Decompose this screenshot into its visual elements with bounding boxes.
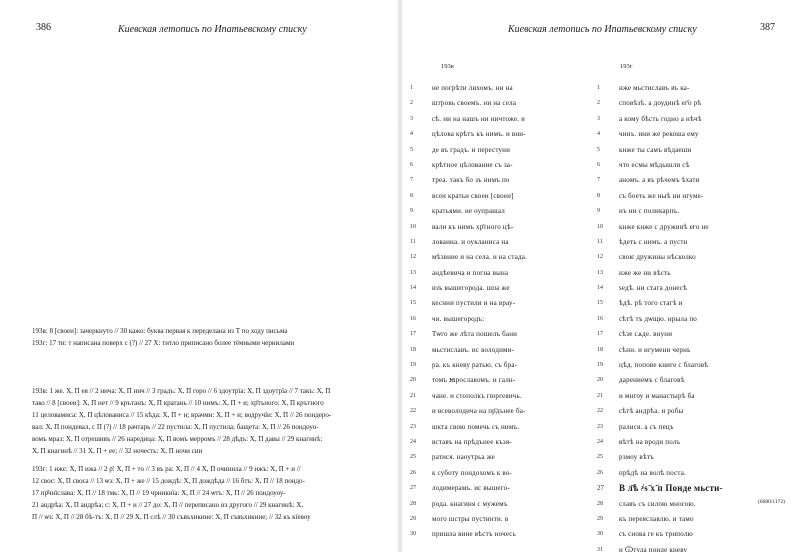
note-line: 21 андрѣа: Х, П андрѣа; с: Х, П + и // 27 до: Х, П // переписано из другого // 29 кнагинѣ: Х,: [32, 501, 304, 509]
line-number: 28: [410, 500, 416, 507]
text-line: [410, 189, 590, 204]
line-number: 14: [410, 285, 416, 292]
apparatus-notes-2: [32, 385, 390, 457]
text-line: [597, 127, 797, 142]
text-line: [410, 220, 590, 235]
text-line: [597, 435, 797, 450]
line-number: 3: [597, 115, 600, 122]
line-number: 6: [597, 161, 600, 168]
line-number: 26: [597, 469, 603, 476]
text-line: [597, 512, 797, 527]
line-number: 29: [410, 515, 416, 522]
text-line: [597, 466, 797, 481]
line-text: чане. и стополкъ гюргевичь.: [432, 391, 522, 400]
line-number: 14: [597, 285, 603, 292]
note-line: вал: Х, П пондевал, с П (?) // 18 рачтарь // 22 пустила: Х, П пустила; бащета: Х, П // 26 пондоуо-: [32, 423, 319, 431]
line-number: 19: [410, 362, 416, 369]
line-text: ралися. а съ пецъ: [619, 422, 674, 431]
text-line: [410, 327, 590, 342]
text-line: [410, 281, 590, 296]
line-text: вѣтѣ на вроди полъ: [619, 437, 681, 446]
line-number: 25: [410, 454, 416, 461]
line-text: вали къ нимъ хр҃тного цѣ-: [432, 222, 514, 231]
text-line: [410, 143, 590, 158]
note-line: 193г: 17 ти: т написана поверх с (?) // 27 Х: титло приписано более тёмными чернилами: [32, 339, 295, 347]
line-number: 5: [597, 146, 600, 153]
text-line: [597, 266, 797, 281]
line-text: цѣд. попове книге с благовѣ: [619, 361, 709, 370]
line-text: а кому бѣсть годно а нѣчѣ: [619, 114, 702, 123]
text-line: [597, 189, 797, 204]
line-text: рзмоу вѣтъ: [619, 453, 654, 462]
line-number: 2: [597, 100, 600, 107]
line-number: 21: [410, 392, 416, 399]
line-text: съ боеть же ныѣ ни нгуме-: [619, 191, 704, 200]
text-line: [597, 404, 797, 419]
line-text: рода. кнагиня с мужемъ: [432, 499, 508, 508]
line-number: 10: [597, 223, 603, 230]
line-number: 11: [597, 238, 603, 245]
text-line: [597, 96, 797, 111]
text-line: [597, 173, 797, 188]
line-text: нже мьстиславъ въ ка-: [619, 84, 690, 92]
text-line: [410, 358, 590, 373]
line-number: 4: [410, 131, 413, 138]
line-text: аномъ. а въ рѣчемъ ѣхати: [619, 176, 700, 185]
line-text: ратися. наоутрьа же: [432, 453, 495, 462]
line-text: штровь своемъ. ни на села: [432, 99, 517, 108]
note-line: тако // 8 [своеи]: Х, П нет // 9 крътанъ: Х, П кратань // 10 нимъ: Х, П + и; хр҃тъного: Х, П крътного: [32, 399, 324, 407]
line-text: ѣдѣ. рѣ того стагѣ и: [619, 299, 683, 308]
line-text: В л҃ѣ ҂ѕ ҃х ҃п Понде мьсти-: [619, 483, 723, 494]
line-text: лодимерамъ. ис вышего-: [432, 484, 510, 493]
line-text: де въ градъ. и перестуни: [432, 145, 511, 154]
note-line: 193г: 1 ижє: Х, П ижа // 2 р҃: Х, П + то // 3 въ ра: Х, П // 4 Х, П очинила // 9 ижъ: Х, П + и //: [32, 465, 301, 473]
line-number: 4: [597, 131, 600, 138]
text-line: [410, 527, 590, 542]
page-number-right: 387: [760, 22, 775, 33]
apparatus-notes-1: [32, 325, 390, 349]
line-text: къ переяславлю. и тамо: [619, 514, 694, 523]
line-text: к суботу пондохомъ к во-: [432, 468, 513, 477]
text-line: [597, 235, 797, 250]
note-line: 11 целовамиса: Х, П цѣлованиса // 15 кѣда: Х, П + и; врачми: Х, П + и; водручїи: Х, П // 26 пондеро-: [32, 411, 332, 419]
text-line: [410, 512, 590, 527]
column-head-right: 193г: [620, 63, 633, 70]
line-text: кнже кнже с дружинѣ его не: [619, 222, 709, 231]
line-number: 1: [410, 85, 413, 91]
text-line: [597, 481, 797, 496]
line-text: Тѡго же лѣта пошелъ бани: [432, 330, 518, 339]
line-text: мого шстры пустинти. в: [432, 514, 509, 523]
line-text: шкта свою помечь съ нимъ.: [432, 422, 520, 431]
line-text: своѥ дружины нѣсколко: [619, 253, 696, 262]
line-text: сѣ. ни на нашъ ни ничтоже. и: [432, 114, 526, 123]
line-text: и Ѿтуда понде кневу: [619, 545, 688, 552]
line-number: 17: [597, 331, 603, 338]
text-line: [597, 450, 797, 465]
page-number-left: 386: [36, 22, 51, 33]
text-line: [597, 296, 797, 311]
line-text: и мнгоу и манастырѣ ба: [619, 391, 695, 400]
text-line: [597, 543, 797, 552]
line-number: 23: [410, 423, 416, 430]
text-column-right: [597, 81, 797, 552]
line-text: ѕедѣ. ни стага донесѣ: [619, 284, 688, 293]
text-line: [597, 420, 797, 435]
line-number: 22: [410, 408, 416, 415]
line-number: 27: [410, 485, 416, 492]
line-number: 28: [597, 500, 603, 507]
note-line: П // ѡз: Х, П // 28 бѣ-тъ: Х, П // 29 Х, П слѣ // 30 съвъхикине: Х, П съвъхикине; // 32 къ кїевоу: [32, 513, 311, 521]
note-line: Х, П кнагинѣ // 31 Х, П + ее; // 32 ночесть: Х, П ночи сии: [32, 447, 203, 455]
text-line: [410, 127, 590, 142]
line-text: сѣзе сѧде. внуни: [619, 330, 673, 339]
line-number: 17: [410, 331, 416, 338]
text-line: [410, 373, 590, 388]
line-number: 8: [597, 192, 600, 199]
text-line: [410, 497, 590, 512]
text-line: [597, 312, 797, 327]
line-text: не погрѣти лихомъ. ни на: [432, 84, 513, 92]
text-line: [597, 220, 797, 235]
line-text: мѣзвние и на села. и на стада.: [432, 253, 528, 262]
text-line: [597, 143, 797, 158]
line-text: сѣтѣ тъ дѡщю. нрыла по: [619, 314, 698, 323]
line-text: андѣевича и погна вына: [432, 268, 509, 277]
text-line: [410, 204, 590, 219]
line-number: 3: [410, 115, 413, 122]
text-line: [410, 435, 590, 450]
text-line: [410, 466, 590, 481]
note-line: 193в: 1 же. Х, П ея // 2 нича: Х, П нич // 3 градъ: Х, П горо // 6 здоутрїа: Х, П здоутрїа // 7 такъ: Х, П: [32, 387, 331, 395]
line-text: крѣтное цѣлование съ за-: [432, 160, 513, 169]
line-number: 26: [410, 469, 416, 476]
line-text: кнже ты самъ вѣдаеши: [619, 145, 692, 154]
column-head-left: 193в: [441, 63, 454, 70]
text-line: [410, 112, 590, 127]
text-line: [597, 281, 797, 296]
note-line: 193в: 8 [своеи]: зачеркнуто // 30 кажо: буква первая к переделана из Т по ходу письма: [32, 327, 288, 335]
line-number: 29: [597, 515, 603, 522]
text-line: [410, 266, 590, 281]
line-number: 19: [597, 362, 603, 369]
line-number: 27: [597, 484, 604, 493]
line-number: 22: [597, 408, 603, 415]
line-number: 16: [597, 315, 603, 322]
line-text: сѣнн. и игумени чернь: [619, 345, 691, 354]
note-line: 12 своє: Х, П своєа // 13 ѡз: Х, П + же // 15 дождѣ: Х, П дождѣда // 16 бтъ: Х, П // 18 пондо-: [32, 477, 305, 485]
text-line: [597, 158, 797, 173]
line-number: 18: [410, 346, 416, 353]
line-number: 15: [597, 300, 603, 307]
line-number: 20: [597, 377, 603, 384]
line-number: 24: [597, 438, 603, 445]
line-text: мьстиславъ. ис володими-: [432, 345, 515, 354]
note-line: 17 пр҃чнїслава: Х, П // 18 тмь: Х, П // 19 чрникиїа: Х, П // 24 ѡтъ: Х, П // 26 пондоуоу-: [32, 489, 286, 497]
line-text: ѣдеть с нимъ. а пустн: [619, 237, 688, 246]
line-number: 8: [410, 192, 413, 199]
line-text: лованна. и оукланиса на: [432, 237, 509, 246]
line-number: 9: [597, 208, 600, 215]
line-text: прѣдѣ на волѣ поста.: [619, 468, 686, 477]
line-text: вставъ на прѣдънее къзя-: [432, 437, 512, 446]
text-line: [597, 527, 797, 542]
line-number: 7: [597, 177, 600, 184]
line-text: пришла вине вѣстъ ночесь: [432, 530, 516, 539]
line-text: треа. такъ бо зъ нимъ по: [432, 176, 510, 185]
text-line: [597, 81, 797, 96]
note-line: вомъ мраз: Х, П отрешивъ // 26 наредица: Х, П вомъ мерромъ // 28 дѣдъ: Х, П давы // 29 кнагинѣ:: [32, 435, 323, 443]
text-line: [410, 173, 590, 188]
text-line: [410, 481, 590, 496]
line-number: 12: [597, 254, 603, 261]
text-line: [410, 158, 590, 173]
text-line: [410, 389, 590, 404]
text-line: [410, 250, 590, 265]
text-line: [597, 250, 797, 265]
line-text: кеснни пустили и на врау-: [432, 299, 516, 308]
line-number: 9: [410, 208, 413, 215]
text-line: [597, 358, 797, 373]
line-number: 18: [597, 346, 603, 353]
line-text: кратьями. не оупрашал: [432, 207, 505, 216]
line-text: нъ ни с поликарпъ.: [619, 207, 680, 216]
text-line: [410, 296, 590, 311]
line-text: чи. вышегородъ:: [432, 314, 485, 323]
line-text: славъ съ силою многою.: [619, 499, 696, 508]
line-number: 12: [410, 254, 416, 261]
line-number: 20: [410, 377, 416, 384]
line-number: 16: [410, 315, 416, 322]
line-text: ра. къ кневу ратью. съ бра-: [432, 361, 518, 370]
line-number: 13: [597, 269, 603, 276]
line-number: 25: [597, 454, 603, 461]
line-text: дарениемъ с благовѣ: [619, 376, 685, 385]
running-head-right: Киевская летопись по Ипатьевскому списку: [508, 24, 697, 35]
line-number: 10: [410, 223, 416, 230]
apparatus-notes-3: [32, 463, 390, 523]
line-text: нже же ни вѣсть: [619, 268, 671, 277]
line-number: 6: [410, 161, 413, 168]
text-line: [410, 96, 590, 111]
line-number: 30: [597, 531, 603, 538]
line-number: 1: [597, 85, 600, 91]
text-line: [410, 81, 590, 96]
line-text: томъ ꙗрославомъ. и галн-: [432, 376, 516, 385]
line-text: изъ вышегорода. шпа же: [432, 284, 510, 293]
line-number: 7: [410, 177, 413, 184]
line-number: 21: [597, 392, 603, 399]
text-column-left: [410, 81, 590, 543]
line-text: цѣлова крѣтъ къ нимъ. и вни-: [432, 130, 526, 139]
text-line: [597, 112, 797, 127]
line-text: съ снова ге къ триполю: [619, 530, 693, 539]
line-number: 2: [410, 100, 413, 107]
line-text: чинъ. ини же рекоша ему: [619, 130, 699, 139]
text-line: [410, 420, 590, 435]
text-line: [410, 404, 590, 419]
line-number: 30: [410, 531, 416, 538]
line-number: 23: [597, 423, 603, 430]
line-number: 15: [410, 300, 416, 307]
line-number: 24: [410, 438, 416, 445]
text-line: [410, 450, 590, 465]
line-text: сповѣзѣ. а доудинѣ ег҃о рѣ: [619, 99, 702, 108]
running-head-left: Киевская летопись по Ипатьевскому списку: [118, 24, 307, 35]
line-number: 11: [410, 238, 416, 245]
line-text: сѣтѣ андрѣа. и робы: [619, 407, 684, 416]
line-number: 13: [410, 269, 416, 276]
margin-date-note: (6680/1172): [758, 499, 785, 505]
text-line: [597, 373, 797, 388]
line-text: что есмы мѣдышли сѣ: [619, 160, 690, 169]
text-line: [597, 204, 797, 219]
text-line: [410, 235, 590, 250]
text-line: [597, 389, 797, 404]
text-line: [410, 343, 590, 358]
text-line: [410, 312, 590, 327]
line-number: 31: [597, 546, 603, 552]
text-line: [597, 327, 797, 342]
line-text: и всеволодича на пр҃дънее ба-: [432, 407, 526, 416]
left-page: [0, 0, 398, 552]
line-text: всеи кратьи своеи [своеи]: [432, 191, 514, 200]
line-number: 5: [410, 146, 413, 153]
text-line: [597, 343, 797, 358]
